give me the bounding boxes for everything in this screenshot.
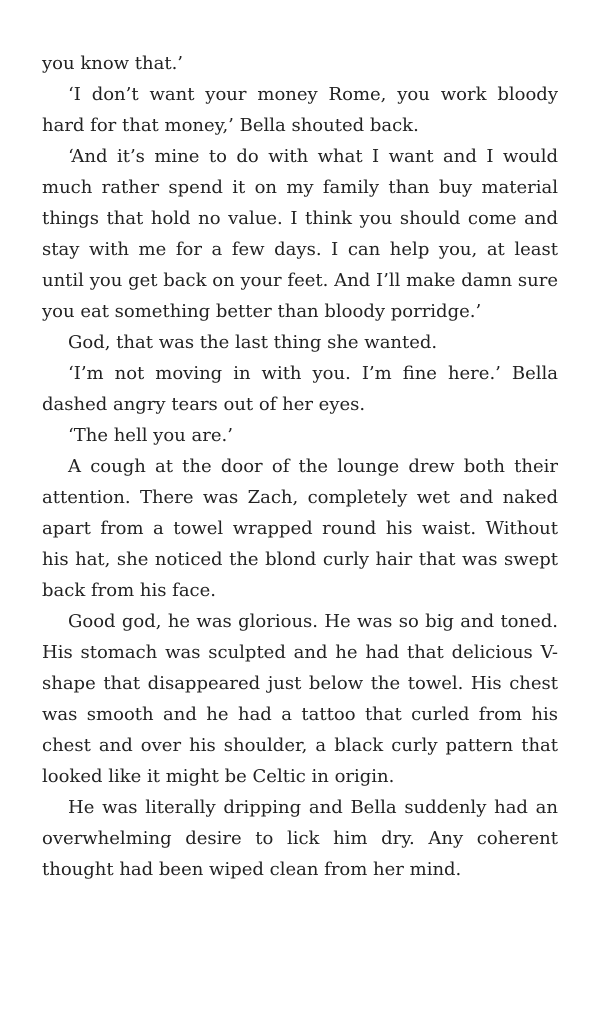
paragraph: He was literally dripping and Bella suddenly had an overwhelming desire to lick him dry. Any coherent thought had been wiped clean from her mind. [42,797,558,880]
paragraph: A cough at the door of the lounge drew both their attention. There was Zach, completely wet and naked apart from a towel wrapped round his waist. Without his hat, she noticed the blond curly hair that was swept back from his face. [42,456,558,601]
paragraph: Good god, he was glorious. He was so big and toned. His stomach was sculpted and he had that delicious V-shape that disappeared just below the towel. His chest was smooth and he had a tattoo that curled from his chest and over his shoulder, a black curly pattern that looked like it might be Celtic in origin. [42,611,558,787]
paragraph: ‘I’m not moving in with you. I’m fine here.’ Bella dashed angry tears out of her eyes. [42,363,558,415]
paragraph: God, that was the last thing she wanted. [68,332,438,353]
paragraph: ‘The hell you are.’ [68,425,233,446]
reader-page[interactable] [42,48,558,885]
paragraph: ‘I don’t want your money Rome, you work bloody hard for that money,’ Bella shouted back. [42,84,558,136]
paragraph: ‘And it’s mine to do with what I want and I would much rather spend it on my family than buy material things that hold no value. I think you should come and stay with me for a few days. I can help you, at least until you get back on your feet. And I’ll make damn sure you eat something better than bloody porridge.’ [42,146,558,322]
paragraph-continuation: you know that.’ [42,53,184,74]
